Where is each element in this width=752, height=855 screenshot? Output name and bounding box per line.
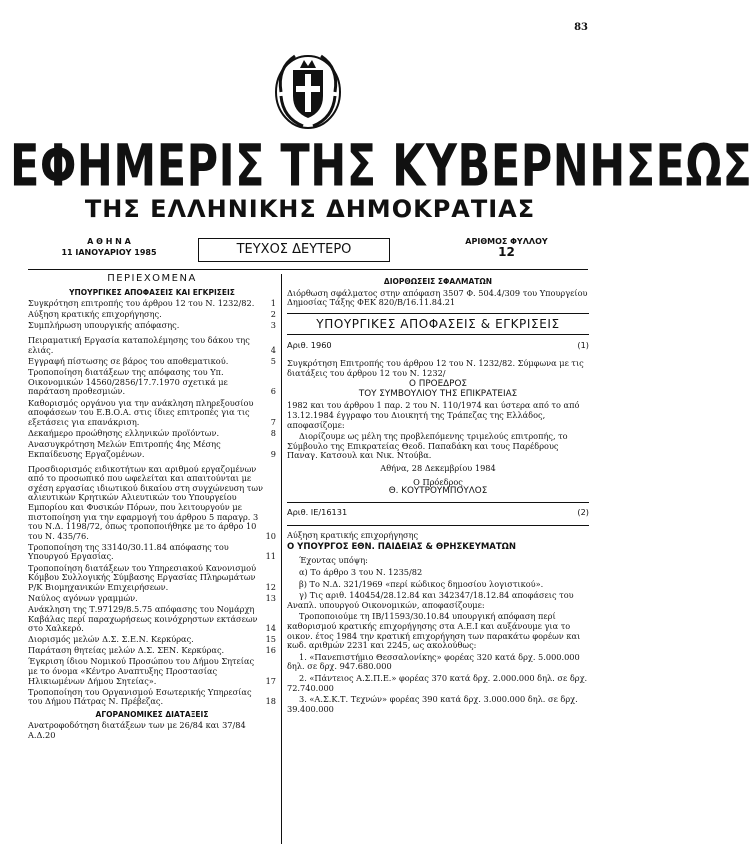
decision-2-list-item: 3. «Α.Σ.Κ.Τ. Τεχνών» φορέας 390 κατά δρχ. 3.000.000 δηλ. σε δρχ. 39.400.000 bbox=[287, 694, 578, 714]
column-separator bbox=[281, 274, 282, 844]
corrections-text: Διόρθωση σφάλματος στην απόφαση 3507 Φ. 504.4/309 του Υπουργείου Δημοσίας Τάξης ΦΕΚ 820/Β/16.11.84.21 bbox=[287, 287, 588, 308]
divider bbox=[287, 502, 589, 503]
entry-text: Αύξηση κρατικής επιχορήγησης. bbox=[28, 309, 162, 320]
decision-2-item-a: α) Το άρθρο 3 του Ν. 1235/82 bbox=[299, 567, 423, 578]
corrections-heading: ΔΙΟΡΘΩΣΕΙΣ ΣΦΑΛΜΑΤΩΝ bbox=[383, 277, 493, 286]
sheet-number-block bbox=[424, 236, 589, 258]
decision-1-number: Αριθ. 1960 bbox=[287, 340, 332, 351]
masthead-rule bbox=[28, 269, 588, 270]
entry-page: 18 bbox=[265, 696, 276, 707]
contents-heading: ΠΕΡΙΕΧΟΜΕΝΑ bbox=[107, 273, 197, 284]
decision-1-date: Αθήνα, 28 Δεκεμβρίου 1984 bbox=[380, 462, 496, 473]
gazette-subtitle: ΤΗΣ ΕΛΛΗΝΙΚΗΣ ΔΗΜΟΚΡΑΤΙΑΣ bbox=[84, 195, 536, 223]
decisions-heading: ΥΠΟΥΡΓΙΚΕΣ ΑΠΟΦΑΣΕΙΣ & ΕΓΚΡΙΣΕΙΣ bbox=[316, 316, 560, 331]
decision-1-ref: (1) bbox=[577, 340, 589, 351]
decision-1-body-title: ΤΟΥ ΣΥΜΒΟΥΛΙΟΥ ΤΗΣ ΕΠΙΚΡΑΤΕΙΑΣ bbox=[358, 388, 518, 399]
decision-2-list-item: 1. «Πανεπιστήμιο Θεσσαλονίκης» φορέας 320 κατά δρχ. 5.000.000 δηλ. σε δρχ. 947.680.000 bbox=[287, 651, 580, 672]
contents-entry[interactable] bbox=[28, 336, 276, 355]
entry-page: 7 bbox=[270, 416, 276, 427]
entry-text: Έγκριση ίδιου Νομικού Προσώπου του Δήμου Σητείας με το όνομα «Κέντρο Αναπτυξης Προστασίας Ηλικιωμένων Δήμου Σητείας». bbox=[28, 656, 255, 686]
decision-2-ref: (2) bbox=[577, 506, 589, 517]
entry-page: 8 bbox=[270, 427, 276, 438]
decision-2-number: Αριθ. ΙΕ/16131 bbox=[287, 506, 348, 517]
entry-page: 3 bbox=[270, 320, 276, 331]
entry-page: 17 bbox=[265, 675, 276, 686]
entry-text: Παράταση θητείας μελών Δ.Σ. ΣΕΝ. Κερκύρας. bbox=[28, 645, 225, 656]
entry-page: 11 bbox=[265, 551, 276, 562]
entry-page: 15 bbox=[265, 634, 276, 645]
contents-entry[interactable] bbox=[28, 594, 276, 604]
entry-text: Ναύλος αγόνων γραμμών. bbox=[28, 592, 138, 603]
decision-1-sign-role: Ο Πρόεδρος bbox=[413, 476, 463, 487]
entry-page: 1 bbox=[270, 298, 276, 309]
contents-entry[interactable] bbox=[28, 646, 276, 656]
entry-page: 16 bbox=[265, 645, 276, 656]
contents-entry[interactable] bbox=[28, 368, 276, 397]
decision-2-title: Αύξηση κρατικής επιχορήγησης bbox=[287, 530, 419, 541]
divider bbox=[287, 313, 589, 314]
divider bbox=[287, 334, 589, 335]
entry-page: 14 bbox=[265, 623, 276, 634]
entry-page: 12 bbox=[265, 581, 276, 592]
contents-entry[interactable] bbox=[28, 688, 276, 707]
masthead-date: 11 ΙΑΝΟΥΑΡΙΟΥ 1985 bbox=[61, 248, 157, 257]
issue-box: ΤΕΥΧΟΣ ΔΕΥΤΕΡΟ bbox=[198, 238, 390, 262]
gazette-title: ΕΦΗΜΕΡΙΣ ΤΗΣ ΚΥΒΕΡΝΗΣΕΩΣ bbox=[10, 133, 752, 201]
masthead-bar bbox=[28, 236, 588, 266]
decisions-column bbox=[287, 274, 589, 716]
contents-entry[interactable] bbox=[28, 721, 276, 740]
entry-page: 4 bbox=[270, 345, 276, 356]
contents-entry[interactable] bbox=[28, 635, 276, 645]
entry-text: Τροποποίηση διατάξεων της απόφασης του Υπ. Οικονομικών 14560/2856/17.7.1970 σχετικά με παράταση προθεσμιών. bbox=[28, 367, 228, 397]
entry-text: Ανάκληση της Τ.97129/8.5.75 απόφασης του Νομάρχη Καβάλας περί παραχωρήσεως κοινόχρηστων εκτάσεων στο Χαλκερό. bbox=[28, 603, 258, 634]
entry-text: Δεκαήμερο προώθησης ελληνικών προϊόντων. bbox=[28, 427, 220, 438]
entry-text: Συμπλήρωση υπουργικής απόφασης. bbox=[28, 320, 180, 331]
entry-page: 9 bbox=[270, 448, 276, 459]
entry-text: Τροποποίηση του Οργανισμού Εσωτερικής Υπηρεσίας του Δήμου Πάτρας Ν. Πρέβεζας. bbox=[28, 686, 252, 707]
entry-text: Τροποποίηση διατάξεων του Υπηρεσιακού Κανονισμού Κόμβου Συλλογικής Σύμβασης Εργασίας Πληρωμάτων Ρ/Κ Βιομηχανικών Επιχειρήσεων. bbox=[28, 562, 257, 592]
entry-page: 13 bbox=[265, 592, 276, 603]
decision-2-item-b: β) Το Ν.Δ. 321/1969 «περί κώδικος δημοσίου λογιστικού». bbox=[299, 578, 544, 589]
decision-1-intro: Συγκρότηση Επιτροπής του άρθρου 12 του Ν. 1232/82. Σύμφωνα με τις διατάξεις του άρθρου 12 του Ν. 1232/ bbox=[287, 357, 584, 378]
entry-text: Συγκρότηση επιτροπής του άρθρου 12 του Ν. 1232/82. bbox=[28, 298, 255, 309]
masthead-place-date bbox=[28, 236, 190, 258]
decision-1-paragraph: 1982 και του άρθρου 1 παρ. 2 του Ν. 110/1974 και ύστερα από το από 13.12.1984 έγγραφο του Διοικητή της Τράπεζας της Ελλάδος, αποφασίζομε: bbox=[287, 400, 580, 430]
decision-2-list-item: 2. «Πάντειος Α.Σ.Π.Ε.» φορέας 370 κατά δρχ. 2.000.000 δηλ. σε δρχ. 72.740.000 bbox=[287, 673, 588, 693]
entry-page: 6 bbox=[270, 386, 276, 397]
entry-text: Εγγραφή πίστωσης σε βάρος του αποθεματικού. bbox=[28, 356, 229, 367]
decision-1-role: Ο ΠΡΟΕΔΡΟΣ bbox=[409, 379, 467, 390]
contents-entry[interactable] bbox=[28, 299, 276, 309]
entry-page: 5 bbox=[270, 356, 276, 367]
decision-2-header bbox=[287, 508, 589, 518]
coat-of-arms-icon bbox=[273, 48, 343, 130]
sheet-number: 12 bbox=[498, 245, 515, 259]
contents-entry[interactable] bbox=[28, 357, 276, 367]
entry-text: Πειραματική Εργασία καταπολέμησης του δάκου της ελιάς. bbox=[28, 335, 250, 356]
decision-1-header bbox=[287, 341, 589, 351]
entry-text: Προσδιορισμός ειδικοτήτων και αριθμού εργαζομένων από το προσωπικό που ωφελείται και απαιτούνται με σχέση εργασίας ιδιωτικού δικαίου στη συγχώνευση των αλιευτικών Κρητικών Αλιευτικών του Υπουργείου Εμπορίου και Φυσικών Πόρων, που λειτουργούν με πιστοποίηση για την εφαρμογή του άρθρου 5 παραγρ. 3 του Ν.Δ. 1198/72, όπως τροποποιήθηκε με το άρθρο 10 του Ν. 435/76. bbox=[28, 463, 263, 541]
contents-entry[interactable] bbox=[28, 440, 276, 459]
masthead-city: Α Θ Η Ν Α bbox=[87, 237, 131, 246]
entry-text: Ανατροφοδότηση διατάξεων των με 26/84 και 37/84 Α.Δ.20 bbox=[28, 720, 246, 741]
contents-entry[interactable] bbox=[28, 564, 276, 593]
contents-column bbox=[28, 274, 276, 742]
contents-entry[interactable] bbox=[28, 310, 276, 320]
entry-text: Διορισμός μελών Δ.Σ. Σ.Ε.Ν. Κερκύρας. bbox=[28, 634, 194, 645]
entry-text: Ανασυγκρότηση Μελών Επιτροπής 4ης Μέσης Εκπαίδευσης Εργαζομένων. bbox=[28, 438, 221, 459]
page-number: 83 bbox=[574, 22, 588, 33]
decision-2-item-c: γ) Τις αριθ. 140454/28.12.84 και 342347/18.12.84 αποφάσεις του Αναπλ. υπουργού Οικονομικών, αποφασίζουμε: bbox=[287, 590, 574, 610]
contents-entry[interactable] bbox=[28, 605, 276, 634]
decision-2-having: Έχοντας υπόψη: bbox=[299, 555, 368, 566]
entry-text: Τροποποίηση της 33140/30.11.84 απόφασης του Υπουργού Εργασίας. bbox=[28, 541, 229, 562]
divider bbox=[287, 525, 589, 526]
entry-text: Καθορισμός οργάνου για την ανάκληση πληρεξουσίου αποφάσεων του Ε.Β.Ο.Α. στις ίδιες επιτροπές για τις εξετάσεις για επανάκριση. bbox=[28, 397, 254, 427]
entry-page: 2 bbox=[270, 309, 276, 320]
contents-section-decisions: ΥΠΟΥΡΓΙΚΕΣ ΑΠΟΦΑΣΕΙΣ ΚΑΙ ΕΓΚΡΙΣΕΙΣ bbox=[69, 287, 235, 297]
contents-entry[interactable] bbox=[28, 399, 276, 428]
contents-entry[interactable] bbox=[28, 543, 276, 562]
decision-2-paragraph: Τροποποιούμε τη ΙΒ/11593/30.10.84 υπουργική απόφαση περί καθορισμού κρατικής επιχορήγησης στα Α.Ε.Ι και αυξάνουμε για το οικον. έτος 1984 την κρατική επιχορήγηση των παρακάτω φορέων και κωδ. αριθμών 2231 και 2245, ως ακολούθως: bbox=[287, 611, 581, 651]
decision-1-paragraph: Διορίζουμε ως μέλη της προβλεπόμενης τριμελούς επιτροπής, το Σύμβουλο της Επικρατείας Θεοδ. Παπαδάκη και τους Παρέδρους Παναγ. Κατσουλ και Νικ. Ντούβα. bbox=[287, 431, 568, 461]
contents-entry[interactable] bbox=[28, 429, 276, 439]
contents-entry[interactable] bbox=[28, 657, 276, 686]
entry-page: 10 bbox=[265, 530, 276, 541]
decision-1-sign-name: Θ. ΚΟΥΤΡΟΥΜΠΟΥΛΟΣ bbox=[388, 486, 488, 497]
contents-entry[interactable] bbox=[28, 321, 276, 331]
sheet-label: ΑΡΙΘΜΟΣ ΦΥΛΛΟΥ bbox=[465, 237, 548, 246]
decision-2-minister: Ο ΥΠΟΥΡΓΟΣ ΕΘΝ. ΠΑΙΔΕΙΑΣ & ΘΡΗΣΚΕΥΜΑΤΩΝ bbox=[287, 541, 517, 552]
contents-entry[interactable] bbox=[28, 465, 276, 542]
contents-section-market: ΑΓΟΡΑΝΟΜΙΚΕΣ ΔΙΑΤΑΞΕΙΣ bbox=[95, 709, 209, 719]
